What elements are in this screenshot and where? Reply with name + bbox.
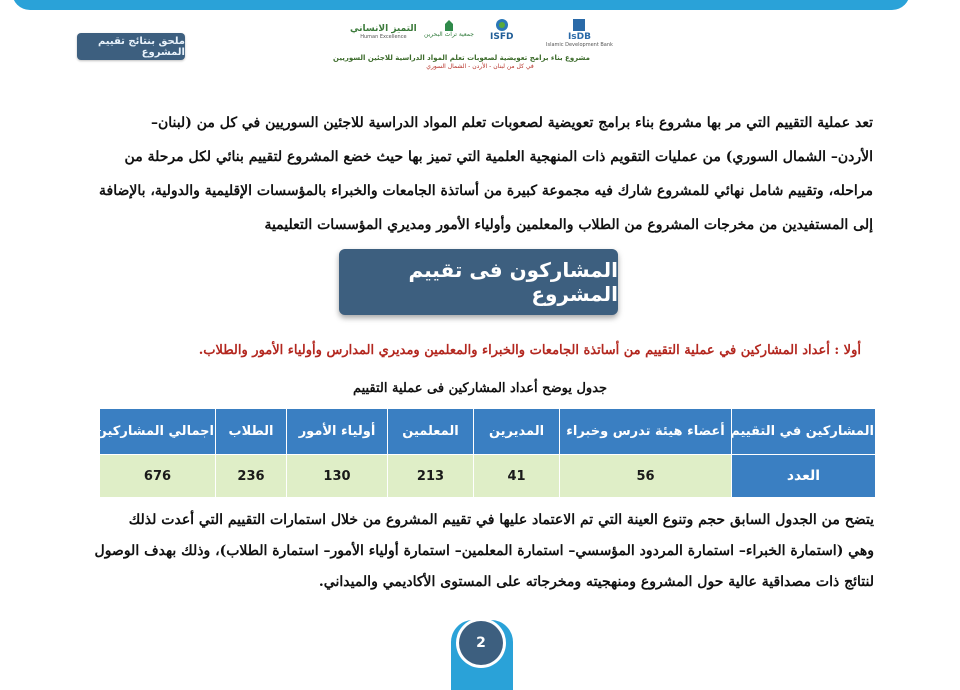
- table-header: أعضاء هيئة تدرس وخبراء: [560, 409, 732, 455]
- top-accent-bar: [12, 0, 910, 10]
- partner-logos: [333, 18, 613, 78]
- bahrain-heritage-logo: جمعية تراث البحرين: [424, 18, 474, 38]
- isdb-logo: IsDB Islamic Development Bank: [546, 18, 613, 48]
- heritage-mark-icon: [442, 18, 456, 32]
- table-header-row: [100, 409, 876, 455]
- isdb-mark-icon: [572, 18, 586, 32]
- first-point-heading: أولا : أعداد المشاركين في عملية التقييم من أساتذة الجامعات والخبراء والمعلمين ومديري المدارس وأولياء الأمور والطلاب.: [198, 343, 861, 358]
- table-header: اجمالي المشاركين: [100, 409, 216, 455]
- section-title: المشاركون فى تقييم المشروع: [408, 258, 618, 306]
- table-row-label: العدد: [732, 455, 876, 498]
- isfd-mark-icon: [495, 18, 509, 32]
- table-cell: 236: [216, 455, 287, 498]
- side-tab-label: ملحق بنتائج تقييم المشروع: [77, 33, 185, 60]
- table-cell: 213: [388, 455, 474, 498]
- table-caption: جدول يوضح أعداد المشاركين فى عملية التقييم: [352, 381, 608, 396]
- table-header: المشاركين في التقييم: [732, 409, 876, 455]
- table-cell: 130: [287, 455, 388, 498]
- conclusion-paragraph: يتضح من الجدول السابق حجم وتنوع العينة التي تم الاعتماد عليها في تقييم المشروع من خلال استمارات التقييم التي أعدت لذلك وهي (استمارة الخبراء– استمارة المردود المؤسسي– استمارة المعلمين– استمارة أولياء الأمور– استمارة الطلاب)، وذلك بهدف الوصول لنتائج ذات مصداقية عالية حول المشروع ومنهجيته ومخرجاته على المستوى الأكاديمي والميداني.: [94, 512, 874, 590]
- table-header: الطلاب: [216, 409, 287, 455]
- table-cell: 56: [560, 455, 732, 498]
- table-row: [100, 455, 876, 498]
- table-header: أولياء الأمور: [287, 409, 388, 455]
- tamayuz-logo: التميز الانساني Human Excellence: [350, 24, 417, 40]
- table-header: المديرين: [474, 409, 560, 455]
- table-cell: 41: [474, 455, 560, 498]
- participants-table: [95, 408, 876, 498]
- table-header: المعلمين: [388, 409, 474, 455]
- isfd-logo: ISFD: [490, 18, 513, 42]
- page-number: 2: [459, 621, 503, 665]
- table-cell: 676: [100, 455, 216, 498]
- section-heading-box: [339, 249, 618, 315]
- intro-paragraph: تعد عملية التقييم التي مر بها مشروع بناء برامج تعويضية لصعوبات تعلم المواد الدراسية للاجئين السوريين في كل من (لبنان– الأردن– الشمال السوري) من عمليات التقويم ذات المنهجية العلمية التي تميز بها حيث خضع المشروع لتقييم بنائي لكل مرحلة من مراحله، وتقييم شامل نهائي للمشروع شارك فيه مجموعة كبيرة من أساتذة الجامعات والخبراء بالمؤسسات الإقليمية والدولية، بالإضافة إلى المستفيدين من مخرجات المشروع من الطلاب والمعلمين وأولياء الأمور ومديري المؤسسات التعليمية: [99, 115, 873, 233]
- logos-caption: مشروع بناء برامج تعويضية لصعوبات تعلم المواد الدراسية للاجئين السوريين في كل من لبنان - الأردن - الشمال السوري: [333, 54, 590, 70]
